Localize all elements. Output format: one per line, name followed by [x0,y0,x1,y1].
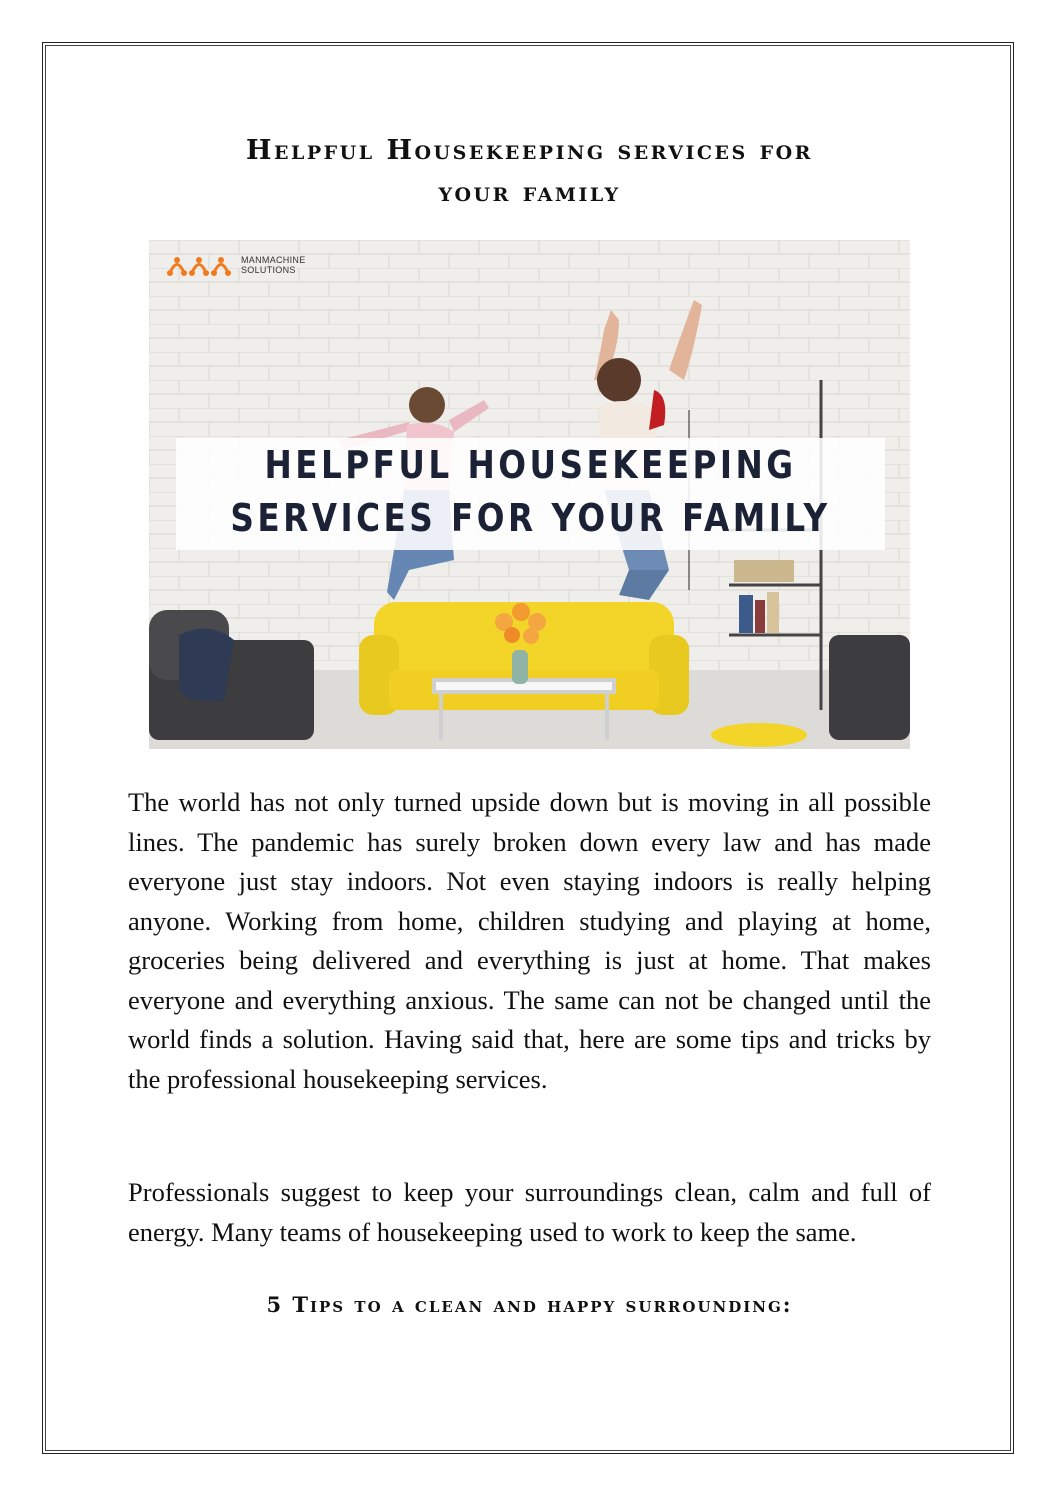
brand-name-line-1: MANMACHINE [241,255,306,265]
hero-banner [176,438,885,550]
document-title-line-1: Helpful Housekeeping services for [246,135,813,166]
brand-logo-icon [167,252,235,278]
hero-image [149,240,910,749]
hero-banner-line-1: HELPFUL HOUSEKEEPING [264,443,797,487]
tips-heading: 5 Tips to a clean and happy surrounding: [266,1292,793,1317]
document-title [128,130,931,214]
brand-name-line-2: SOLUTIONS [241,265,296,275]
brand-name [241,255,306,275]
document-title-line-2: your family [438,177,621,208]
hero-banner-line-2: SERVICES FOR YOUR FAMILY [230,496,831,540]
brand-logo [167,252,306,278]
paragraph-professionals: Professionals suggest to keep your surroundings clean, calm and full of energy. Many teams of housekeeping used to work to keep the same. [128,1177,931,1247]
paragraph-intro: The world has not only turned upside down but is moving in all possible lines. The pandemic has surely broken down every law and has made everyone just stay indoors. Not even staying indoors is really helping anyone. Working from home, children studying and playing at home, groceries being delivered and everything is just at home. That makes everyone and everything anxious. The same can not be changed until the world finds a solution. Having said that, here are some tips and tricks by the professional housekeeping services. [128,787,931,1094]
